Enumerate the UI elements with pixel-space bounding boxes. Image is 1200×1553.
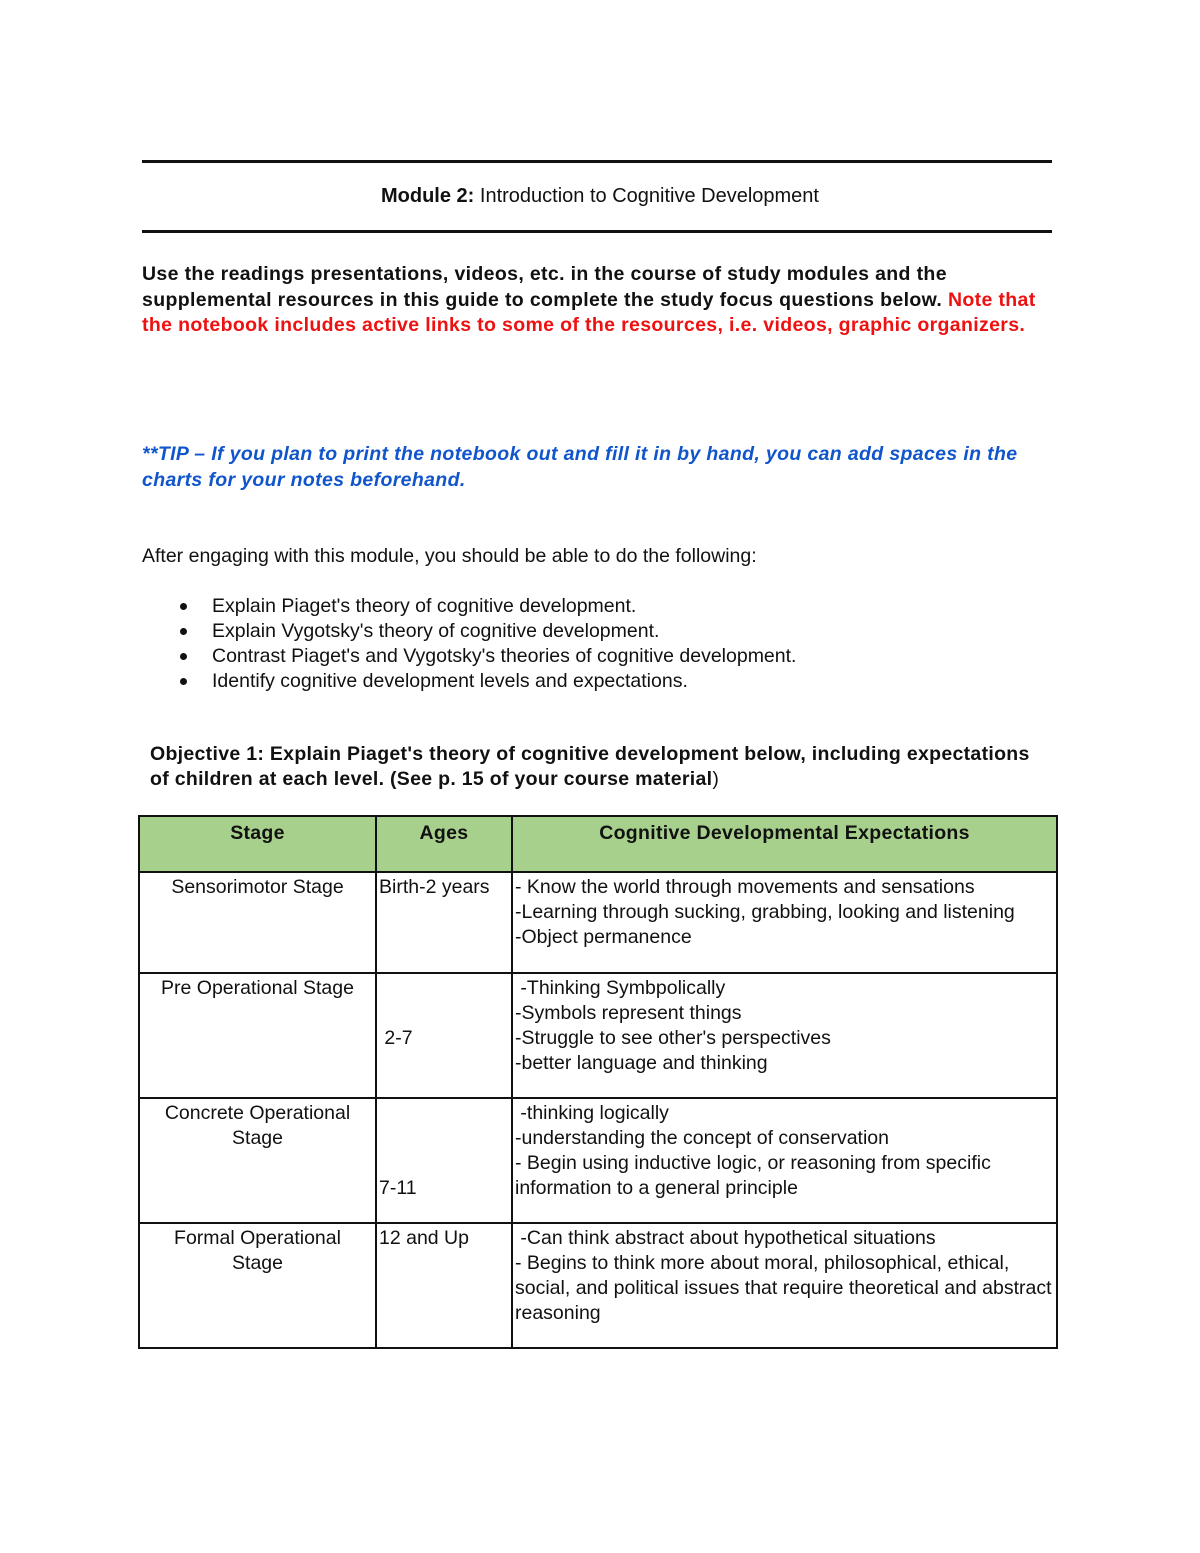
- module-heading: [0, 184, 1200, 208]
- ages-value: 7-11: [379, 1177, 417, 1199]
- stage-cell: Pre Operational Stage: [139, 973, 376, 1098]
- expectation-line: -better language and thinking: [515, 1052, 768, 1074]
- bullet-icon: [180, 603, 187, 610]
- ages-value: 2-7: [379, 1027, 413, 1049]
- instructions-note: Note that the notebook includes active links to some of the resources, i.e. videos, graphic organizers.: [142, 288, 1036, 336]
- table-row: [139, 1098, 1057, 1223]
- bottom-rule: [142, 230, 1052, 233]
- expectation-line: - Begins to think more about moral, philosophical, ethical, social, and political issues that require theoretical and abstract reasoning: [515, 1252, 1052, 1324]
- table-header-row: [139, 816, 1057, 872]
- stage-cell: Formal Operational Stage: [139, 1223, 376, 1348]
- objective-item: Identify cognitive development levels and expectations.: [172, 669, 796, 694]
- header-stage: Stage: [139, 816, 376, 872]
- ages-cell: [376, 973, 512, 1098]
- piaget-stages-table: [138, 815, 1058, 1349]
- instructions-main: Use the readings presentations, videos, etc. in the course of study modules and the supplemental resources in this guide to complete the study focus questions below.: [142, 263, 947, 311]
- table-row: [139, 1223, 1057, 1348]
- header-expectations: Cognitive Developmental Expectations: [512, 816, 1057, 872]
- tip-paragraph: **TIP – If you plan to print the notebook out and fill it in by hand, you can add spaces in the charts for your notes beforehand.: [142, 443, 1018, 491]
- expectations-cell: [512, 973, 1057, 1098]
- instructions-paragraph: [142, 262, 1057, 339]
- intro-text: After engaging with this module, you should be able to do the following:: [142, 545, 757, 567]
- bullet-icon: [180, 678, 187, 685]
- expectations-cell: [512, 872, 1057, 973]
- header-ages: Ages: [376, 816, 512, 872]
- expectation-line: -understanding the concept of conservation: [515, 1127, 889, 1149]
- objective-item: Explain Vygotsky's theory of cognitive development.: [172, 619, 796, 644]
- module-label: Module 2:: [381, 185, 475, 207]
- expectations-cell: [512, 1223, 1057, 1348]
- expectation-line: -Struggle to see other's perspectives: [515, 1027, 831, 1049]
- expectations-cell: [512, 1098, 1057, 1223]
- table-row: [139, 973, 1057, 1098]
- bullet-icon: [180, 628, 187, 635]
- objective-1-close-paren: ): [712, 768, 720, 790]
- expectation-line: -Can think abstract about hypothetical situations: [515, 1227, 936, 1249]
- stage-cell: Sensorimotor Stage: [139, 872, 376, 973]
- objective-item: Contrast Piaget's and Vygotsky's theories of cognitive development.: [172, 644, 796, 669]
- expectation-line: - Begin using inductive logic, or reasoning from specific information to a general principle: [515, 1152, 991, 1199]
- objective-item: Explain Piaget's theory of cognitive development.: [172, 594, 796, 619]
- expectation-line: -Learning through sucking, grabbing, looking and listening: [515, 901, 1015, 923]
- expectation-line: -Symbols represent things: [515, 1002, 742, 1024]
- module-title: Introduction to Cognitive Development: [479, 185, 819, 207]
- objective-1-heading: [150, 742, 1050, 792]
- expectation-line: -thinking logically: [515, 1102, 669, 1124]
- ages-cell: Birth-2 years: [376, 872, 512, 973]
- top-rule: [142, 160, 1052, 163]
- stage-cell: Concrete Operational Stage: [139, 1098, 376, 1223]
- ages-cell: [376, 1098, 512, 1223]
- expectation-line: -Thinking Symbpolically: [515, 977, 726, 999]
- bullet-icon: [180, 653, 187, 660]
- table-row: [139, 872, 1057, 973]
- objectives-list: [172, 594, 796, 694]
- ages-cell: 12 and Up: [376, 1223, 512, 1348]
- expectation-line: -Object permanence: [515, 926, 692, 948]
- objective-1-text: Objective 1: Explain Piaget's theory of cognitive development below, including expectations of children at each level. (See p. 15 of your course material: [150, 743, 1030, 790]
- expectation-line: - Know the world through movements and sensations: [515, 876, 975, 898]
